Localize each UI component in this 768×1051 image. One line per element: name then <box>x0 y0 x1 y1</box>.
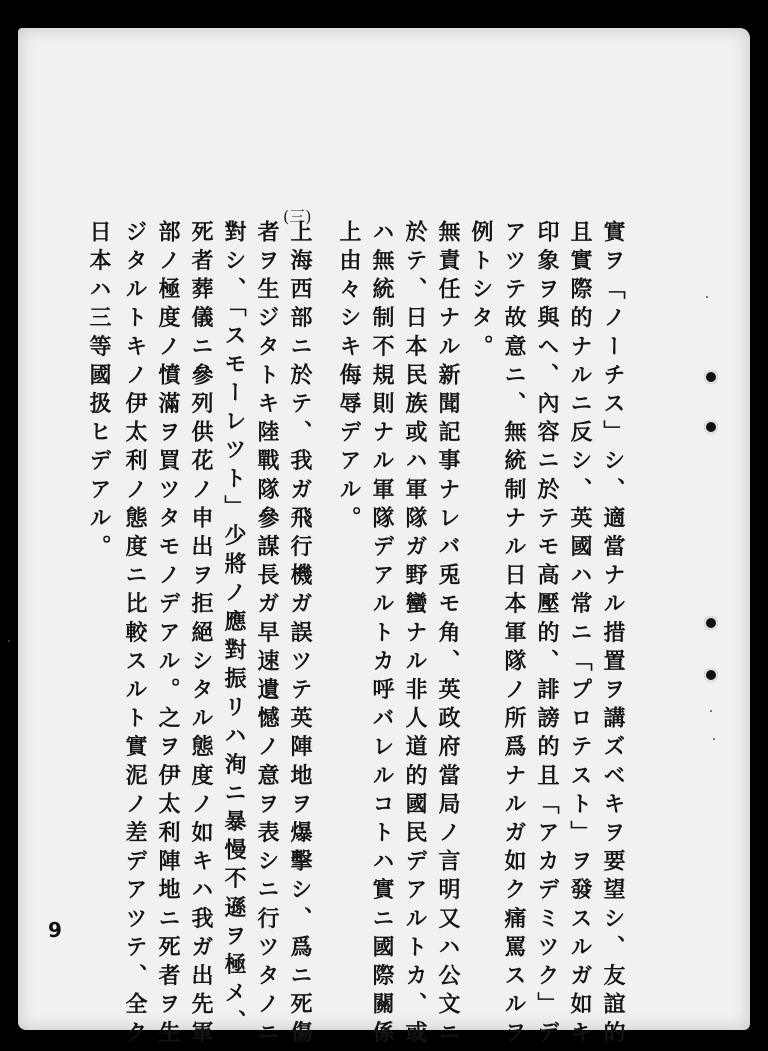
text-column: 例トシタ。 <box>468 220 494 363</box>
text-column: 於テ、日本民族或ハ軍隊ガ野蠻ナル非人道的國民デアルトカ、或 <box>402 220 428 1050</box>
text-column: 日本ハ三等國扱ヒデアル。 <box>86 220 112 564</box>
text-column: 上海西部ニ於テ、我ガ飛行機ガ誤ツテ英陣地ヲ爆擊シ、爲ニ死傷 <box>287 220 313 1050</box>
text-column: 者ヲ生ジタトキ陸戰隊參謀長ガ早速遺憾ノ意ヲ表シニ行ツタノニ <box>254 220 280 1050</box>
text-column: 部ノ極度ノ憤滿ヲ買ツタモノデアル。之ヲ伊太利陣地ニ死者ヲ生 <box>155 220 181 1050</box>
page-number: 9 <box>48 918 62 942</box>
text-column: 對シ、「スモーレツト」少將ノ應對振リハ洵ニ暴慢不遜ヲ極メ、 <box>221 220 247 1039</box>
binding-hole <box>704 668 718 682</box>
binding-hole <box>704 616 718 630</box>
binding-hole <box>704 420 718 434</box>
text-column: 無責任ナル新聞記事ナレバ兎モ角、英政府當局ノ言明又ハ公文ニ <box>435 220 461 1050</box>
text-column: 上由々シキ侮辱デアル。 <box>336 220 362 535</box>
scan-speck <box>706 296 708 298</box>
text-column: ジタルトキノ伊太利ノ態度ニ比較スルト實泥ノ差デアツテ、全ク <box>122 220 148 1050</box>
text-column: 實ヲ「ノーチス」シ、適當ナル措置ヲ講ズベキヲ要望シ、友誼的 <box>600 220 626 1050</box>
text-column: ハ無統制不規則ナル軍隊デアルトカ呼バレルコトハ實ニ國際關係 <box>369 220 395 1050</box>
text-column: 且實際的ナルニ反シ、英國ハ常ニ「プロテスト」ヲ發スルガ如キ <box>567 220 593 1050</box>
scan-speck <box>713 738 715 740</box>
text-column: アツテ故意ニ、無統制ナル日本軍隊ノ所爲ナルガ如ク痛罵スルヲ <box>501 220 527 1050</box>
binding-hole <box>704 370 718 384</box>
scan-speck <box>710 710 712 712</box>
text-column: 印象ヲ與ヘ、內容ニ於テモ高壓的、誹謗的且「アカデミツク」デ <box>534 220 560 1050</box>
section-number: (三) <box>283 207 312 226</box>
text-column: 死者葬儀ニ參列供花ノ申出ヲ拒絕シタル態度ノ如キハ我ガ出先軍 <box>188 220 214 1050</box>
scan-speck <box>8 640 10 642</box>
